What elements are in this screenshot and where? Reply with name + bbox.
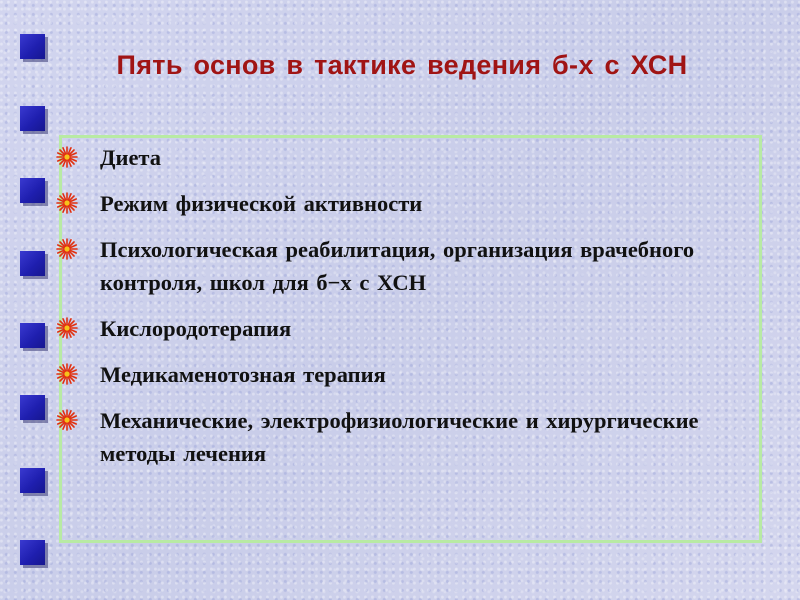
- list-item-text: Психологическая реабилитация, организация врачебного контроля, школ для б−х с ХСН: [100, 237, 695, 295]
- blue-square-icon: [20, 106, 45, 131]
- list-item-text: Диета: [100, 145, 162, 170]
- blue-square-icon: [20, 34, 45, 59]
- list-item: [56, 358, 771, 391]
- blue-square-icon: [20, 395, 45, 420]
- blue-square-icon: [20, 251, 45, 276]
- list-item: [56, 404, 771, 470]
- list-item-text: Кислородотерапия: [100, 316, 292, 341]
- blue-square-icon: [20, 540, 45, 565]
- blue-square-icon: [20, 323, 45, 348]
- starburst-icon: [56, 146, 78, 168]
- slide-title: Пять основ в тактике ведения б-х с ХСН: [116, 50, 688, 80]
- bullet-list: [56, 141, 771, 483]
- starburst-icon: [56, 409, 78, 431]
- list-item: [56, 233, 771, 299]
- list-item: [56, 312, 771, 345]
- decorative-squares-column: [20, 0, 50, 600]
- blue-square-icon: [20, 468, 45, 493]
- blue-square-icon: [20, 178, 45, 203]
- list-item-text: Медикаменотозная терапия: [100, 362, 386, 387]
- starburst-icon: [56, 363, 78, 385]
- starburst-icon: [56, 317, 78, 339]
- list-item-text: Механические, электрофизиологические и хирургические методы лечения: [100, 408, 699, 466]
- starburst-icon: [56, 192, 78, 214]
- starburst-icon: [56, 238, 78, 260]
- list-item-text: Режим физической активности: [100, 191, 423, 216]
- list-item: [56, 141, 771, 174]
- list-item: [56, 187, 771, 220]
